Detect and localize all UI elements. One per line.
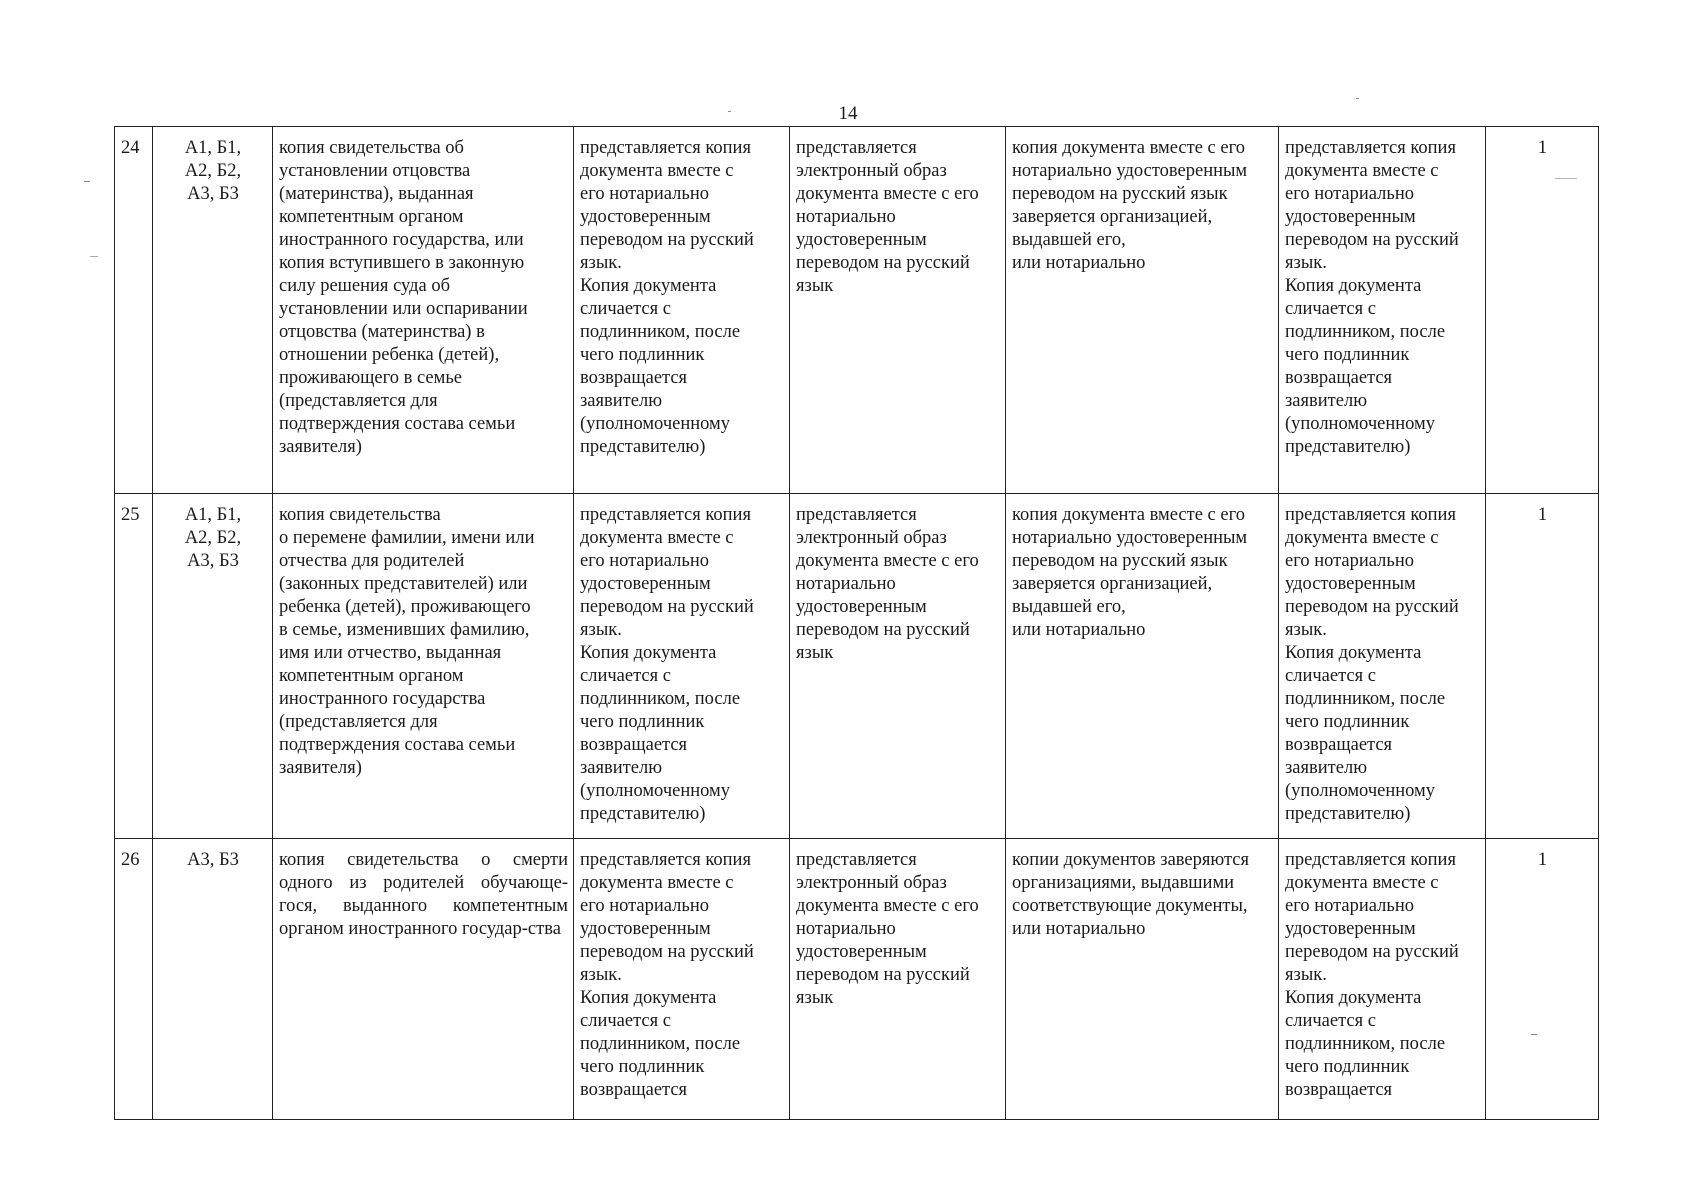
in-person-submission: представляется копия документа вместе с его нотариально удостоверенным переводом на русский язык. Копия документа сличается с подлинником, после чего подлинник возвращается заявителю (уполномоченному представителю): [574, 494, 790, 839]
scan-artifact: [84, 181, 90, 182]
document-name: копия свидетельства об установлении отцовства (материнства), выданная компетентным органом иностранного государства, или копия вступившего в законную силу решения суда об установлении или оспаривании отцовства (материнства) в отношении ребенка (детей), проживающего в семье (представляется для подтверждения состава семьи заявителя): [273, 127, 574, 494]
quantity: 1: [1486, 127, 1599, 494]
document-name: копия свидетельства о перемене фамилии, имени или отчества для родителей (законных представителей) или ребенка (детей), проживающего в семье, изменивших фамилию, имя или отчество, выданная компетентным органом иностранного государства (представляется для подтверждения состава семьи заявителя): [273, 494, 574, 839]
scan-artifact: [728, 111, 731, 112]
quantity: 1: [1486, 494, 1599, 839]
table-row: [115, 494, 1599, 839]
category-codes: А1, Б1, А2, Б2, А3, Б3: [153, 127, 273, 494]
row-number: 24: [115, 127, 153, 494]
in-person-submission: представляется копия документа вместе с его нотариально удостоверенным переводом на русский язык. Копия документа сличается с подлинником, после чего подлинник возвращается заявителю (уполномоченному представителю): [574, 127, 790, 494]
mail-submission: представляется копия документа вместе с его нотариально удостоверенным переводом на русский язык. Копия документа сличается с подлинником, после чего подлинник возвращается заявителю (уполномоченному представителю): [1279, 494, 1486, 839]
certification-method: копия документа вместе с его нотариально удостоверенным переводом на русский язык заверяется организацией, выдавшей его, или нотариально: [1006, 127, 1279, 494]
certification-method: копии документов заверяются организациями, выдавшими соответствующие документы, или нотариально: [1006, 839, 1279, 1120]
mail-submission: представляется копия документа вместе с его нотариально удостоверенным переводом на русский язык. Копия документа сличается с подлинником, после чего подлинник возвращается: [1279, 839, 1486, 1120]
scan-artifact: [90, 256, 98, 257]
electronic-submission: представляется электронный образ документа вместе с его нотариально удостоверенным переводом на русский язык: [790, 839, 1006, 1120]
table-body: [115, 127, 1599, 1120]
certification-method: копия документа вместе с его нотариально удостоверенным переводом на русский язык заверяется организацией, выдавшей его, или нотариально: [1006, 494, 1279, 839]
row-number: 25: [115, 494, 153, 839]
mail-submission: представляется копия документа вместе с его нотариально удостоверенным переводом на русский язык. Копия документа сличается с подлинником, после чего подлинник возвращается заявителю (уполномоченному представителю): [1279, 127, 1486, 494]
in-person-submission: представляется копия документа вместе с его нотариально удостоверенным переводом на русский язык. Копия документа сличается с подлинником, после чего подлинник возвращается: [574, 839, 790, 1120]
documents-table: [114, 126, 1599, 1120]
table-row: [115, 839, 1599, 1120]
page-number: 14: [838, 103, 858, 124]
document-name: копия свидетельства о смерти одного из родителей обучающе-гося, выданного компетентным органом иностранного государ-ства: [273, 839, 574, 1120]
scan-artifact: [1356, 98, 1359, 99]
category-codes: А3, Б3: [153, 839, 273, 1120]
electronic-submission: представляется электронный образ документа вместе с его нотариально удостоверенным переводом на русский язык: [790, 127, 1006, 494]
table-row: [115, 127, 1599, 494]
category-codes: А1, Б1, А2, Б2, А3, Б3: [153, 494, 273, 839]
quantity: 1: [1486, 839, 1599, 1120]
row-number: 26: [115, 839, 153, 1120]
electronic-submission: представляется электронный образ документа вместе с его нотариально удостоверенным переводом на русский язык: [790, 494, 1006, 839]
